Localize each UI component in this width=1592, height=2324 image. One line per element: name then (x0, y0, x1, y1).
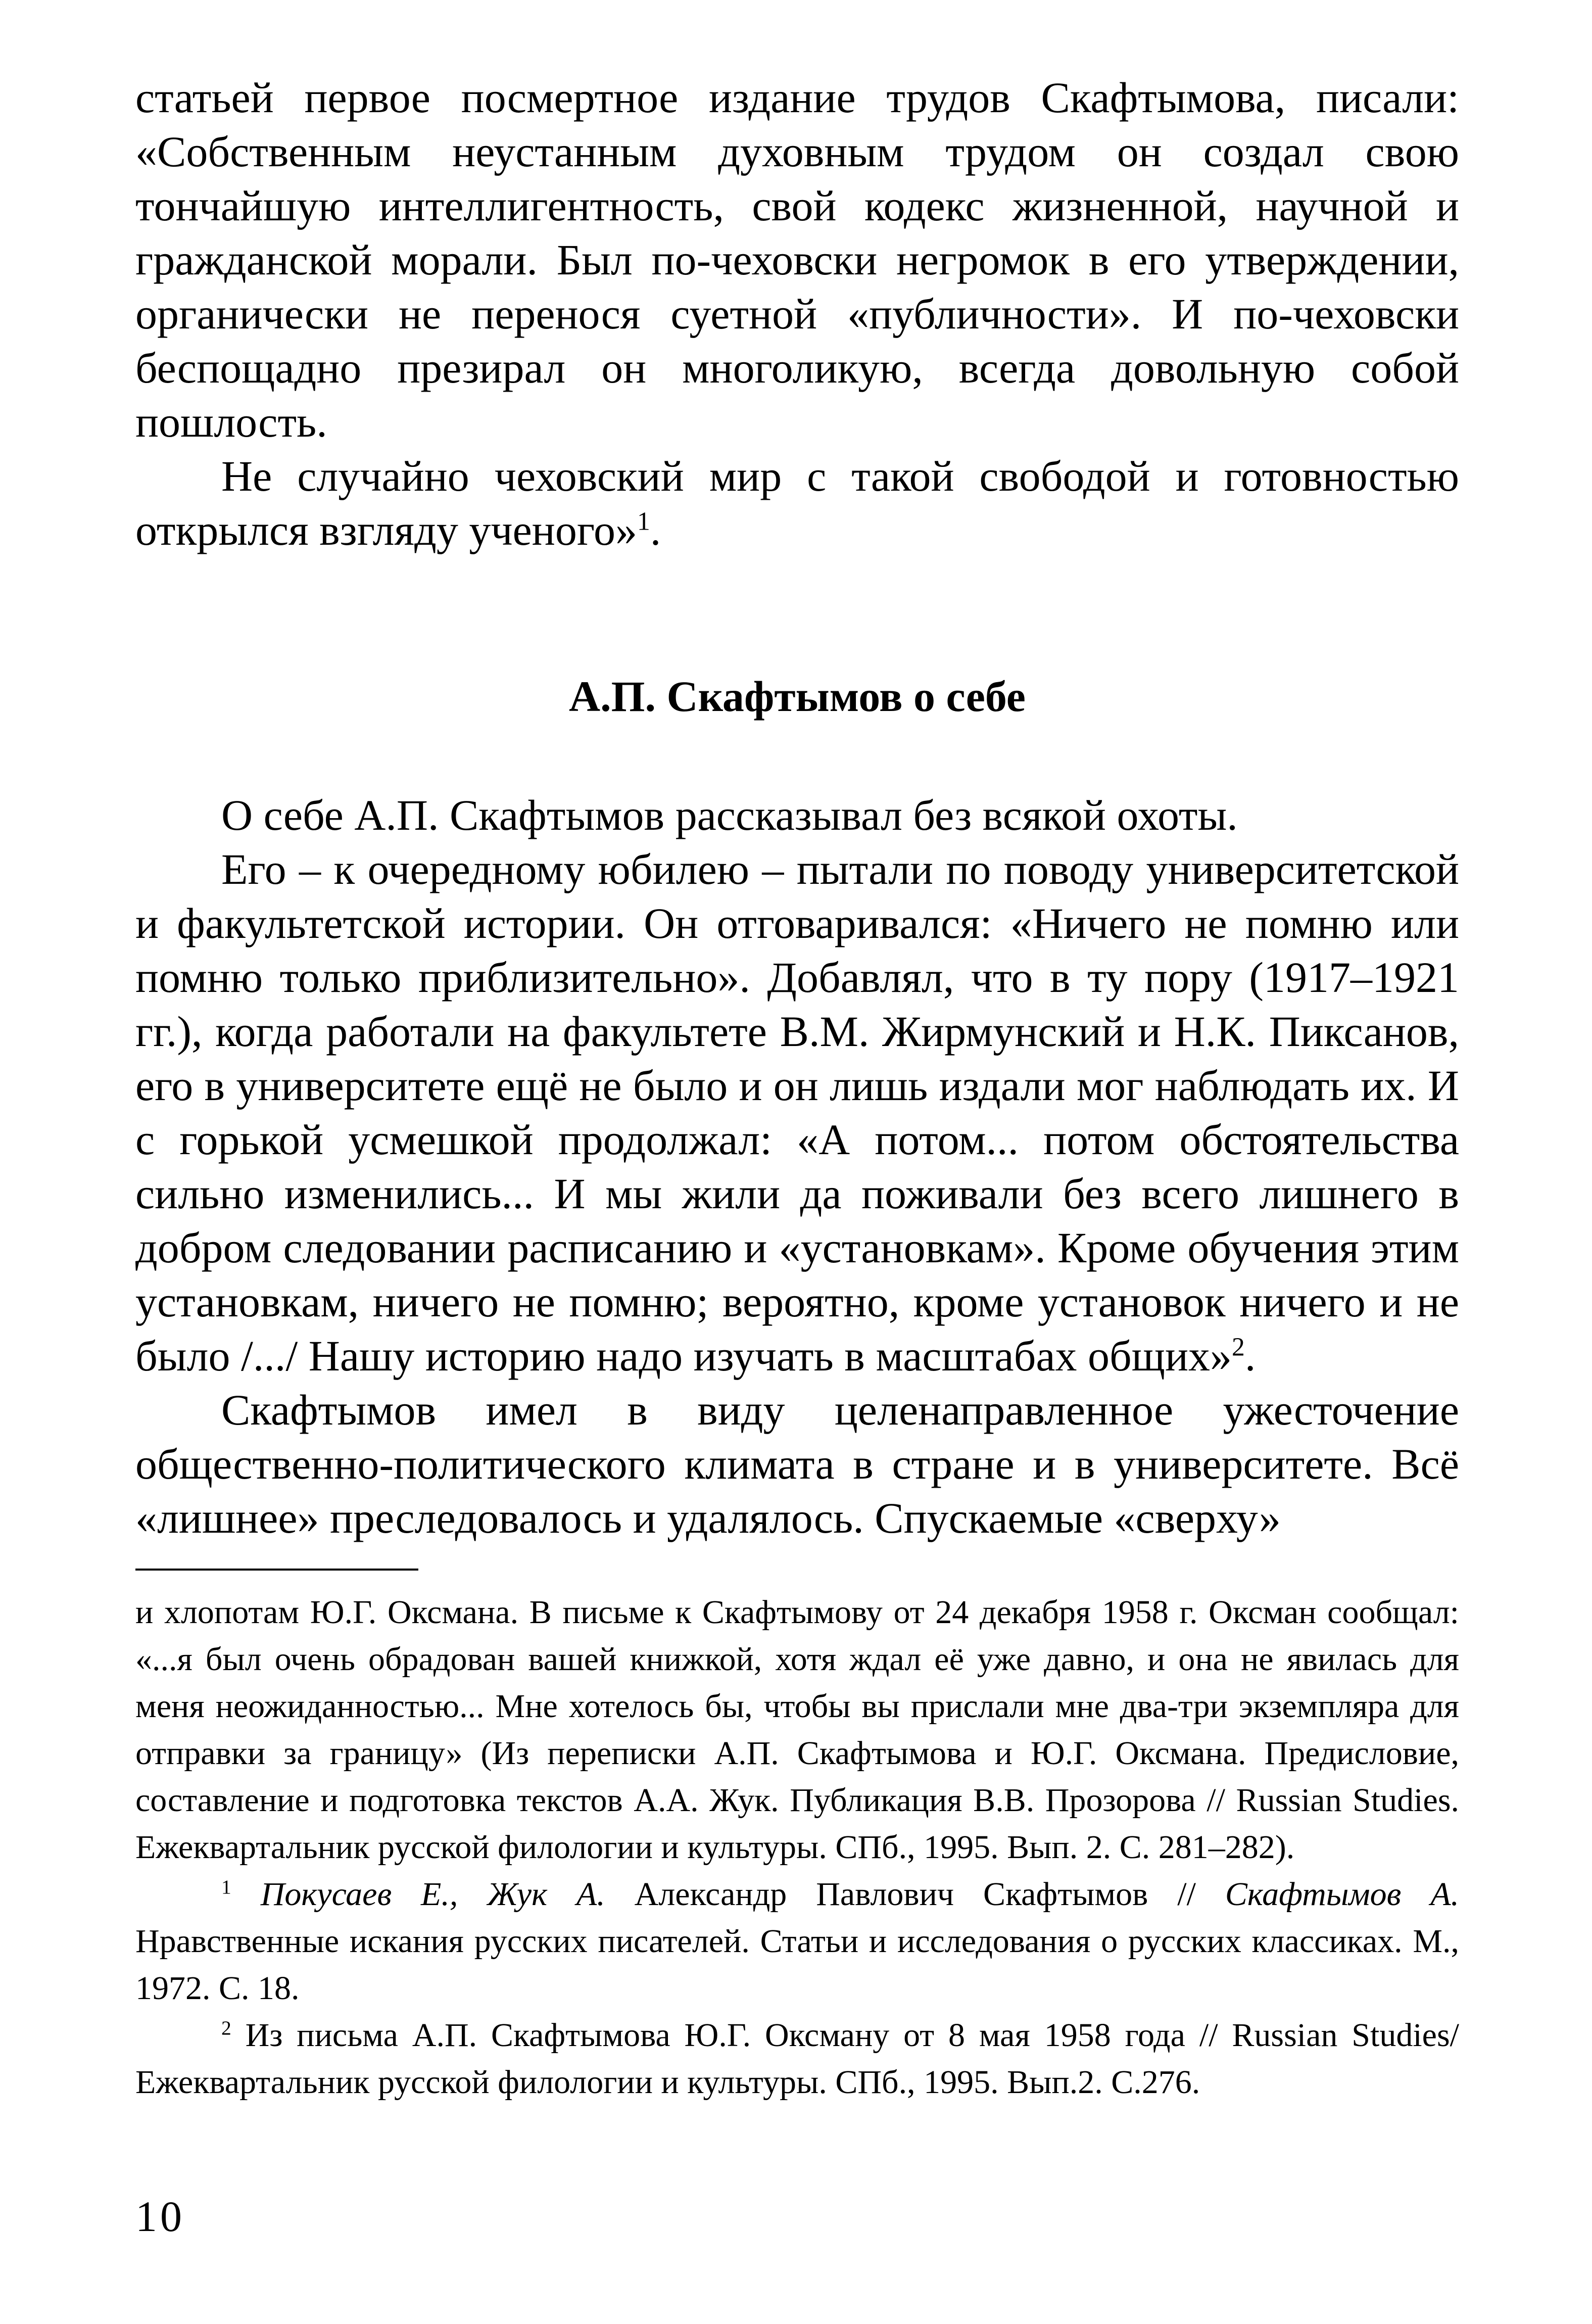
footnote-ref-2: 2 (1232, 1333, 1245, 1362)
footnotes (135, 1589, 1459, 2106)
page-number: 10 (135, 2192, 185, 2241)
footnote-1-ref-author: Скафтымов А. (1225, 1876, 1460, 1913)
paragraph-5: Скафтымов имел в виду целенаправленное ужесточение общественно-политического климата в стране и в университете. Всё «лишнее» преследовалось и удалялось. Спускаемые «сверху» (135, 1386, 1459, 1542)
paragraph-2-text: Не случайно чеховский мир с такой свободой и готовностью открылся взгляду ученого» (135, 452, 1459, 554)
footnote-2-text: Из письма А.П. Скафтымова Ю.Г. Оксману от 8 мая 1958 года // Russian Studies/ Ежеквартальник русской филологии и культуры. СПб., 1995. Вып.2. С.276. (135, 2017, 1459, 2101)
footnote-ref-1: 1 (637, 507, 650, 536)
footnote-1-title: Александр Павлович Скафтымов // (605, 1876, 1225, 1913)
footnote-1 (135, 1871, 1459, 2012)
footnote-2 (135, 2012, 1459, 2106)
paragraph-4-end: . (1244, 1332, 1256, 1380)
paragraph-1: статьей первое посмертное издание трудов Скафтымова, писали: «Собственным неустанным духовным трудом он создал свою тончайшую интеллигентность, свой кодекс жизненной, научной и гражданской морали. Был по-чеховски негромок в его утверждении, органически не перенося суетной «публичности». И по-чеховски беспощадно презирал он многоликую, всегда довольную собой пошлость. (135, 73, 1459, 446)
footnote-continuation: и хлопотам Ю.Г. Оксмана. В письме к Скафтымову от 24 декабря 1958 г. Оксман сообщал: «...я был очень обрадован вашей книжкой, хотя ждал её уже давно, и она не явилась для меня неожиданностью... Мне хотелось бы, чтобы вы прислали мне два-три экземпляра для отправки за границу» (Из переписки А.П. Скафтымова и Ю.Г. Оксмана. Предисловие, составление и подготовка текстов А.А. Жук. Публикация В.В. Прозорова // Russian Studies. Ежеквартальник русской филологии и культуры. СПб., 1995. Вып. 2. С. 281–282). (135, 1594, 1459, 1866)
footnote-1-authors: Покусаев Е., Жук А. (260, 1876, 605, 1913)
footnote-divider (135, 1569, 418, 1571)
paragraph-2 (135, 449, 1459, 557)
section-title: А.П. Скафтымов о себе (569, 672, 1026, 721)
footnote-1-mark: 1 (221, 1876, 231, 1898)
paragraph-2-end: . (650, 506, 661, 554)
main-text (135, 71, 1459, 1545)
paragraph-3: О себе А.П. Скафтымов рассказывал без всякой охоты. (221, 791, 1238, 839)
paragraph-4-text: Его – к очередному юбилею – пытали по поводу университетской и факультетской истории. Он отговаривался: «Ничего не помню или помню только приблизительно». Добавлял, что в ту пору (1917–1921 гг.), когда работали на факультете В.М. Жирмунский и Н.К. Пиксанов, его в университете ещё не было и он лишь издали мог наблюдать их. И с горькой усмешкой продолжал: «А потом... потом обстоятельства сильно изменились... И мы жили да поживали без всего лишнего в добром следовании расписанию и «установкам». Кроме обучения этим установкам, ничего не помню; вероятно, кроме установок ничего и не было /.../ Нашу историю надо изучать в масштабах общих» (135, 845, 1459, 1380)
footnote-2-mark: 2 (221, 2017, 231, 2039)
paragraph-4 (135, 842, 1459, 1383)
footnote-1-rest: Нравственные искания русских писателей. Статьи и исследования о русских классиках. М., 1972. С. 18. (135, 1923, 1459, 2007)
book-page (135, 71, 1459, 2284)
